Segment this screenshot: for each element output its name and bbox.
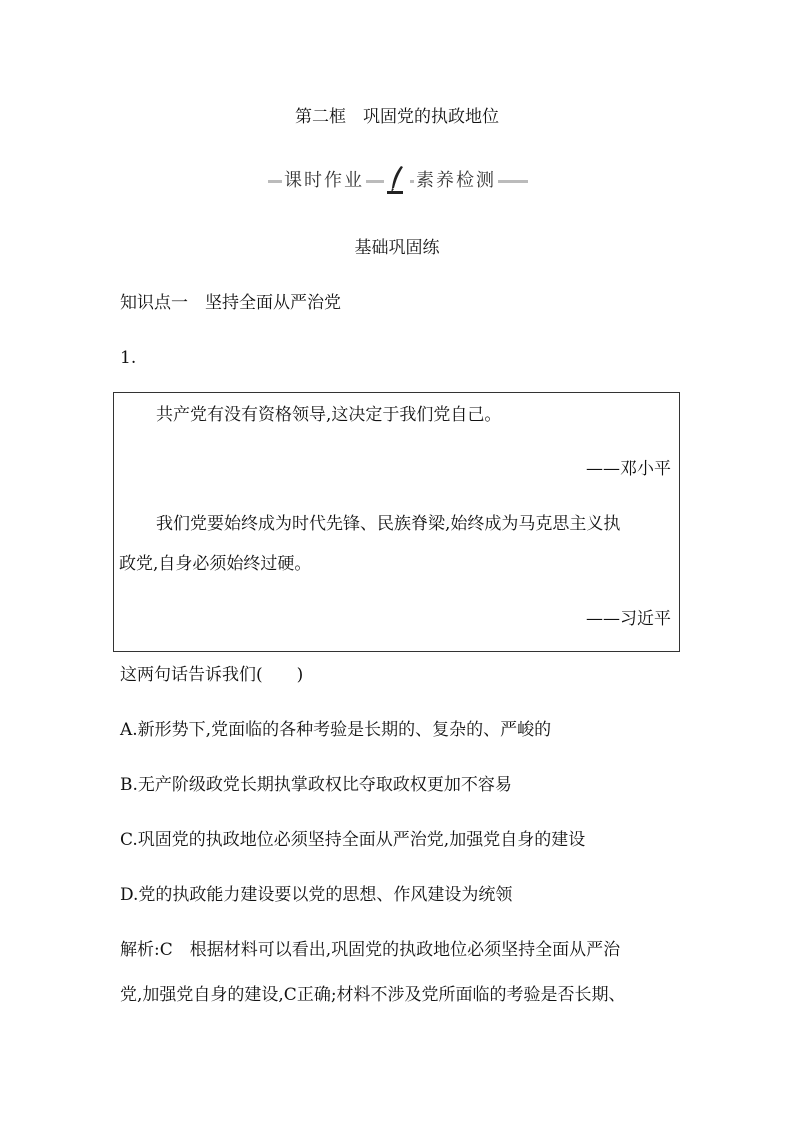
section-title: 第二框 巩固党的执政地位 [295, 107, 499, 127]
banner-right-text: 素养检测 [416, 170, 496, 191]
quote2-author: ——习近平 [586, 609, 671, 629]
level-heading: 基础巩固练 [354, 238, 440, 258]
analysis-line-1: 解析:C 根据材料可以看出,巩固党的执政地位必须坚持全面从严治 [120, 940, 621, 960]
question-stem: 这两句话告诉我们( ) [120, 665, 304, 685]
question-number: 1. [120, 348, 137, 368]
quote2-line2: 政党,自身必须始终过硬。 [119, 554, 312, 574]
option-a: A.新形势下,党面临的各种考验是长期的、复杂的、严峻的 [120, 720, 552, 740]
quote1-author: ——邓小平 [586, 459, 671, 479]
quote2-line1: 我们党要始终成为时代先锋、民族脊梁,始终成为马克思主义执 [156, 514, 621, 534]
homework-banner [268, 164, 528, 198]
option-d: D.党的执政能力建设要以党的思想、作风建设为统领 [120, 885, 513, 905]
quote-box [113, 392, 680, 652]
quill-pen-icon [384, 164, 410, 196]
quote1-text: 共产党有没有资格领导,这决定于我们党自己。 [156, 405, 502, 425]
analysis-line-2: 党,加强党自身的建设,C正确;材料不涉及党所面临的考验是否长期、 [120, 985, 626, 1005]
knowledge-point-heading: 知识点一 坚持全面从严治党 [120, 293, 341, 313]
option-b: B.无产阶级政党长期执掌政权比夺取政权更加不容易 [120, 775, 512, 795]
option-c: C.巩固党的执政地位必须坚持全面从严治党,加强党自身的建设 [120, 830, 586, 850]
banner-left-text: 课时作业 [284, 170, 364, 191]
